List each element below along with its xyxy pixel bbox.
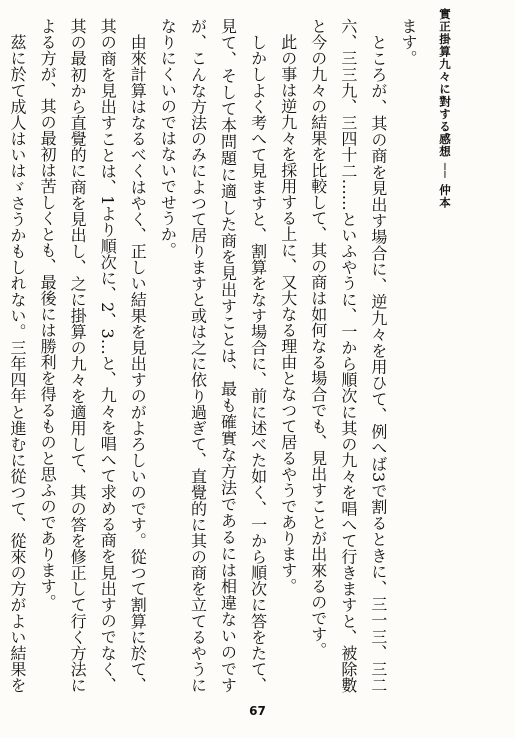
running-head: 實正掛算九々に對する感想 ── 仲本 — [438, 8, 452, 209]
page-number: 67 — [249, 704, 266, 718]
paragraph: ます。 — [399, 18, 418, 66]
body-text — [3, 18, 423, 693]
paragraph: 由來計算はなるべくはやく、正しい結果を見出すのがよろしいのです。從つて割算に於て、其の商を見出すことは、1より順次に、2、3…と、九々を唱へて求める商を見出すのでなく、其の最初から直覺的に商を見出し、之に掛算の九々を適用して、其の答を修正して行く方法による方が、其の最初は苦しくとも、最後には勝利を得るものと思ふのであります。 — [38, 18, 148, 693]
paragraph: 茲に於て成人はいはゞさうかもしれない。三年四年と進むに從つて、從來の方がよい結果を — [7, 34, 27, 693]
paragraph: 此の事は逆九々を採用する上に、又大なる理由となつて居るやうであります。 — [278, 34, 298, 594]
paragraph: ところが、其の商を見出す場合に、逆九々を用ひて、例へば3で割るときに、三一三、三二六、三三九、三四十二……といふやうに、一から順次に其の九々を唱へて行きますと、被除數と今の九々の結果を比較して、其の商は如何なる場合でも、見出すことが出來るのです。 — [308, 18, 388, 693]
paragraph: しかしよく考へて見ますと、割算をなす場合に、前に述べた如く、一から順次に答をたて、見て、そして本問題に適した商を見出すことは、最も確實な方法であるには相違ないのですが、こんな方法のみによつて居りますと或は之に依り過ぎて、直覺的に其の商を立てるやうになりにくいのではないでせうか。 — [158, 18, 268, 693]
